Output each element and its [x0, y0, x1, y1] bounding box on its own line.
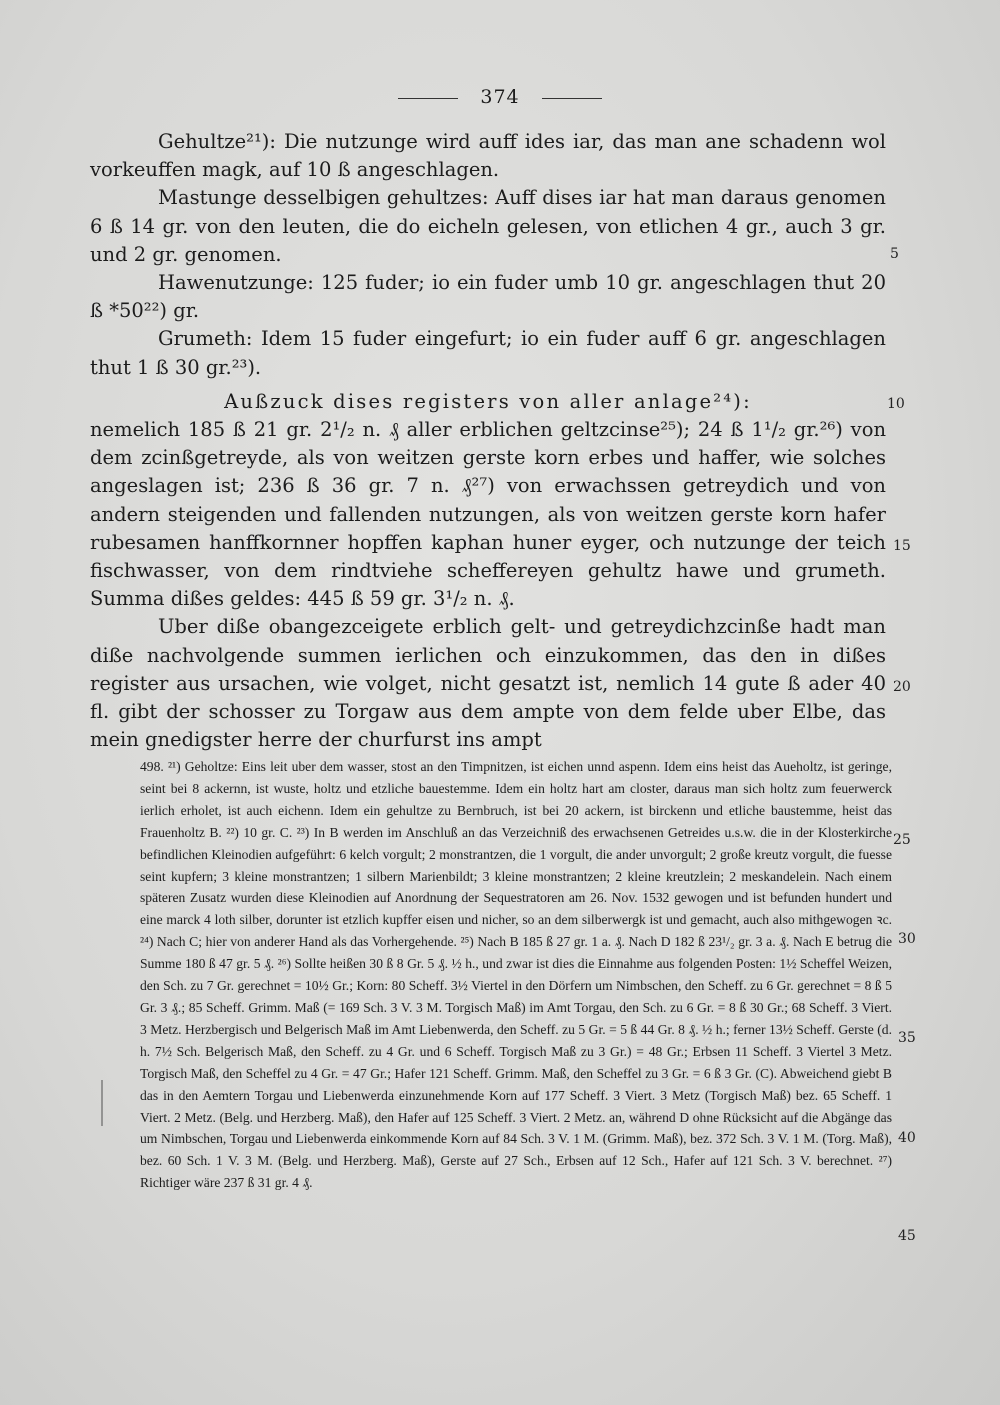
- paragraph-grumeth: Grumeth: Idem 15 fuder eingefurt; io ein fuder auff 6 gr. angeschlagen thut 1 ß 30 gr.²³).: [90, 327, 886, 379]
- page-number: 374: [480, 86, 520, 108]
- pencil-mark: [101, 1080, 103, 1126]
- footnote-block: 498. ²¹) Geholtze: Eins leit uber dem wasser, stost an den Timpnitzen, ist eichen unnd aspenn. Idem eins heist das Aueholtz, ist geringe, seint bei 8 ackernn, ist wuste, holtz und etzliche bauestemme. Idem ein holtz hart am closter, daraus man sich holtz zum feuerwerck ierlich erholet, ist auch eichenn. Idem ein gehultze zu Bernbruch, ist bei 20 ackern, ist birckenn und etliche baustemme, heist das Frauenholtz B. ²²) 10 gr. C. ²³) In B werden im Anschluß an das Verzeichniß des erwachsenen Getreides u.s.w. die in der Klosterkirche befindlichen Kleinodien aufgeführt: 6 kelch vorgult; 2 monstrantzen, die 1 vorgult, die ander unvorgult; 2 große kreutz vorgult, die fuesse seint kupfern; 3 kleine monstrantzen; 1 silbern Marienbildt; 3 kleine monstrantzen; 2 kleine kreutzlein; 2 meskandelein. Nach einem späteren Zusatz wurden diese Kleinodien auf Anordnung der Sequestratoren am 26. Nov. 1532 gewogen und ist befunden hundert und eine marck 4 loth silber, dorunter ist etzlich kupffer eisen und nicher, so an dem silberwergk ist und gemacht, auch also mithgewogen ꝛc. ²⁴) Nach C; hier von anderer Hand als das Vorhergehende. ²⁵) Nach B 185 ß 27 gr. 1 a. ₰. Nach D 182 ß 23¹/₂ gr. 3 a. ₰. Nach E betrug die Summe 180 ß 47 gr. 5 ₰. ²⁶) Sollte heißen 30 ß 8 Gr. 5 ₰. ½ h., und zwar ist dies die Einnahme aus folgenden Posten: 1½ Scheffel Weizen, den Sch. zu 7 Gr. gerechnet = 10½ Gr.; Korn: 80 Scheff. 3½ Viertel in den Dörfern um Nimbschen, den Scheff. zu 6 Gr. gerechnet = 8 ß 5 Gr. 3 ₰.; 85 Scheff. Grimm. Maß (= 169 Sch. 3 V. 3 M. Torgisch Maß) im Amt Torgau, den Sch. zu 6 Gr. = 8 ß 30 Gr.; 68 Scheff. 3 Viert. 3 Metz. Herzbergisch und Belgerisch Maß im Amt Liebenwerda, den Scheff. zu 5 Gr. = 5 ß 44 Gr. 8 ₰. ½ h.; ferner 13½ Scheff. Gerste (d. h. 7½ Sch. Belgerisch Maß, den Scheff. zu 4 Gr. und 6 Scheff. Torgisch Maß zu 3 Gr.) = 48 Gr.; Erbsen 11 Scheff. 3 Viertel 3 Metz. Torgisch Maß, den Scheffel zu 4 Gr. = 47 Gr.; Hafer 121 Scheff. Grimm. Maß, den Scheffel zu 3 Gr. = 6 ß 3 Gr. (C). Abweichend giebt B das in den Aemtern Torgau und Liebenwerda einzunehmende Korn auf 177 Scheff. 3 Viert. 3 Metz (Torgisch Maß) bez. 65 Scheff. 1 Viert. 2 Metz. (Belg. und Herzberg. Maß), den Hafer auf 125 Scheff. 3 Viert. 2 Metz. an, während D ohne Rücksicht auf die Abgänge das um Nimbschen, Torgau und Liebenwerda einkommende Korn auf 84 Sch. 3 V. 1 M. (Grimm. Maß), bez. 372 Sch. 3 V. 1 M. (Torg. Maß), bez. 60 Sch. 1 V. 3 M. (Belg. und Herzberg. Maß), Gerste auf 27 Sch., Erbsen auf 12 Sch., Hafer auf 121 Sch. 3 V. berechnet. ²⁷) Richtiger wäre 237 ß 31 gr. 4 ₰.: [140, 759, 892, 1191]
- line-number-40: 40: [898, 1130, 916, 1146]
- header-rule-right: [542, 98, 602, 99]
- paragraph-summary: nemelich 185 ß 21 gr. 2¹/₂ n. ₰ aller erblichen geltzcinse²⁵); 24 ß 1¹/₂ gr.²⁶) von dem zcinßgetreyde, als von weitzen gerste korn erbes und haffer, wie solches angeslagen ist; 236 ß 36 gr. 7 n. ₰²⁷) von erwachssen getreydich und von andern steigenden und fallenden nutzungen, als von weitzen gerste korn hafer rubesamen hanffkornner hopffen kaphan huner eyger, och nutzunge der teich fischwasser, von dem rindtviehe scheffereyen gehultz hawe und grumeth. Summa dißes geldes: 445 ß 59 gr. 3¹/₂ n. ₰.: [90, 418, 886, 611]
- line-number-35: 35: [898, 1030, 916, 1046]
- paragraph-gehultze: Gehultze²¹): Die nutzunge wird auff ides iar, das man ane schadenn wol vorkeuffen magk, auf 10 ß angeschlagen.: [90, 130, 886, 182]
- line-number-10: 10: [887, 396, 905, 412]
- paragraph-hawenutzunge: Hawenutzunge: 125 fuder; io ein fuder umb 10 gr. angeschlagen thut 20 ß *50²²) gr.: [90, 271, 886, 323]
- line-number-30: 30: [898, 931, 916, 947]
- line-number-15: 15: [893, 538, 911, 554]
- paragraph-mastunge: Mastunge desselbigen gehultzes: Auff dises iar hat man daraus genomen 6 ß 14 gr. von den leuten, die do eicheln gelesen, von etlichen 4 gr., auch 3 gr. und 2 gr. genomen.: [90, 186, 886, 266]
- line-number-5: 5: [890, 246, 899, 262]
- line-number-20: 20: [893, 679, 911, 695]
- main-text: [90, 128, 886, 754]
- paragraph-uber: Uber diße obangezceigete erblich gelt- und getreydichzcinße hadt man diße nachvolgende summen ierlichen och einzukommen, das den in dißes register aus ursachen, wie volget, nicht gesatzt ist, nemlich 14 gute ß ader 40 fl. gibt der schosser zu Torgaw aus dem ampte von dem felde uber Elbe, das mein gnedigster herre der churfurst ins ampt: [90, 615, 886, 752]
- footnotes: [140, 756, 892, 1194]
- line-number-45: 45: [898, 1228, 916, 1244]
- header-rule-left: [398, 98, 458, 99]
- line-number-25: 25: [893, 832, 911, 848]
- page-header: [0, 86, 1000, 108]
- section-heading: Außzuck dises registers von aller anlage²⁴):: [224, 389, 752, 413]
